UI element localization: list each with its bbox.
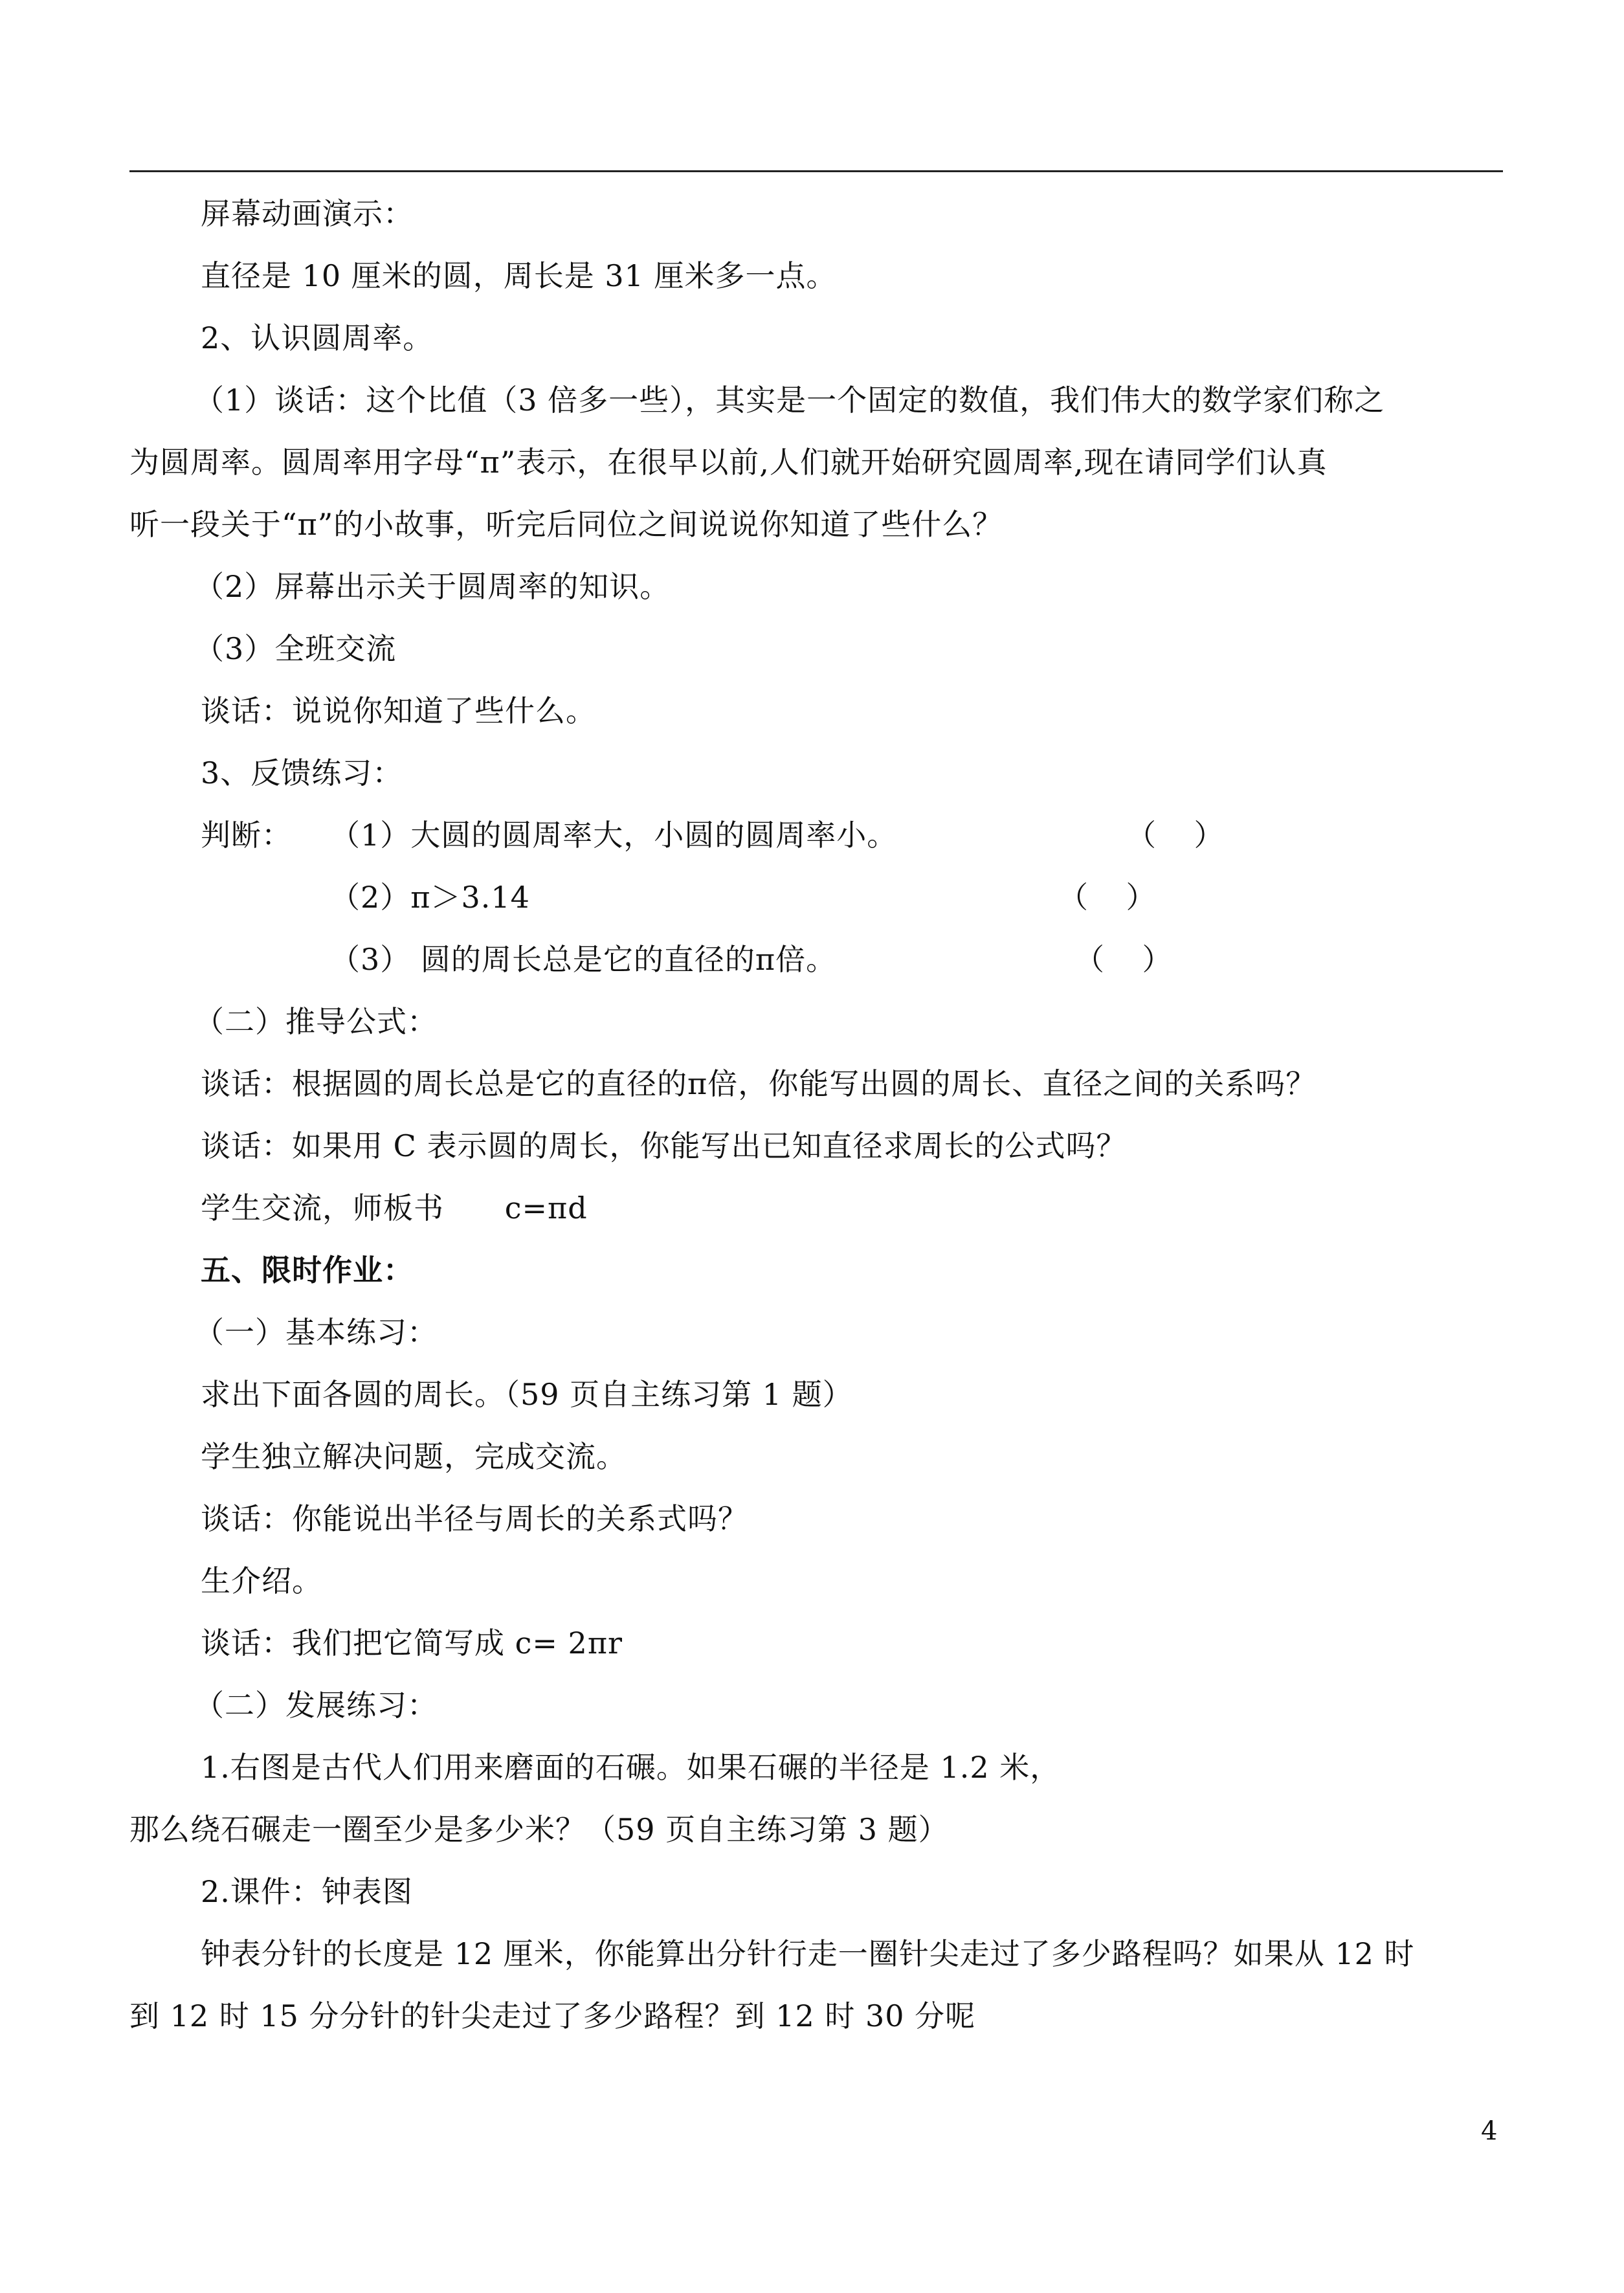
text-line: 谈话：我们把它简写成 c= 2πr (201, 1626, 623, 1661)
text-line: 2、认识圆周率。 (201, 320, 434, 355)
text-line: 直径是 10 厘米的圆，周长是 31 厘米多一点。 (201, 258, 837, 293)
text-line: （1）谈话：这个比值（3 倍多一些），其实是一个固定的数值，我们伟大的数学家们称之 (194, 383, 1385, 418)
text-line: （二）发展练习： (194, 1688, 438, 1723)
judge-item-2: （2）π＞3.14 (330, 880, 530, 915)
text-line: 钟表分针的长度是 12 厘米，你能算出分针行走一圈针尖走过了多少路程吗？如果从 12 时 (201, 1936, 1415, 1971)
text-line: （一）基本练习： (194, 1315, 438, 1350)
answer-blank-1: （ ） (1126, 818, 1224, 853)
text-line: 1.右图是古代人们用来磨面的石碾。如果石碾的半径是 1.2 米， (201, 1750, 1061, 1785)
text-line: 谈话：你能说出半径与周长的关系式吗？ (201, 1501, 748, 1536)
text-line: 到 12 时 15 分分针的针尖走过了多少路程？到 12 时 30 分呢 (129, 1998, 976, 2033)
text-line: 那么绕石碾走一圈至少是多少米？（59 页自主练习第 3 题） (129, 1812, 949, 1847)
text-line: 求出下面各圆的周长。（59 页自主练习第 1 题） (201, 1377, 853, 1412)
text-line: 2.课件：钟表图 (201, 1874, 413, 1909)
answer-blank-3: （ ） (1074, 942, 1172, 977)
judge-item-3: （3） 圆的周长总是它的直径的π倍。 (330, 942, 837, 977)
answer-blank-2: （ ） (1058, 880, 1156, 915)
text-line: （2）屏幕出示关于圆周率的知识。 (194, 569, 671, 604)
text-line: 为圆周率。圆周率用字母“π”表示，在很早以前,人们就开始研究圆周率,现在请同学们认真 (129, 445, 1328, 480)
text-line: （3）全班交流 (194, 631, 397, 666)
judge-label: 判断： (201, 818, 292, 853)
header-rule (129, 170, 1503, 172)
text-line: 屏幕动画演示： (201, 196, 414, 231)
text-line: 学生交流，师板书 c=πd (201, 1191, 588, 1225)
page-number: 4 (1481, 2116, 1498, 2146)
judge-item-1: （1）大圆的圆周率大，小圆的圆周率小。 (330, 818, 898, 853)
text-line: 谈话：如果用 C 表示圆的周长，你能写出已知直径求周长的公式吗？ (201, 1128, 1127, 1163)
text-line: 听一段关于“π”的小故事，听完后同位之间说说你知道了些什么？ (129, 507, 1003, 542)
text-line: 学生独立解决问题，完成交流。 (201, 1439, 627, 1474)
text-line: 3、反馈练习： (201, 755, 403, 790)
text-line: 生介绍。 (201, 1563, 322, 1598)
text-line: 谈话：说说你知道了些什么。 (201, 693, 596, 728)
text-line: （二）推导公式： (194, 1004, 438, 1039)
text-line: 谈话：根据圆的周长总是它的直径的π倍，你能写出圆的周长、直径之间的关系吗？ (201, 1066, 1317, 1101)
section-heading: 五、限时作业： (201, 1253, 414, 1288)
